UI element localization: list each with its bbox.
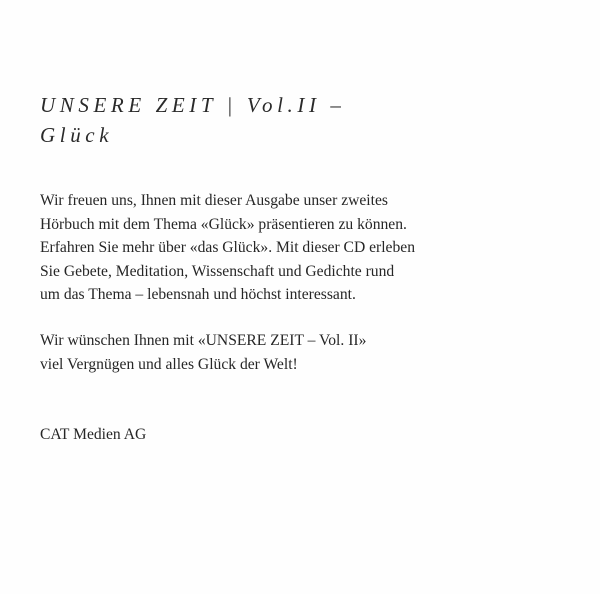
intro-line: um das Thema – lebensnah und höchst interessant. — [40, 286, 356, 303]
publisher-signature: CAT Medien AG — [40, 426, 147, 443]
wishes-line: Wir wünschen Ihnen mit «UNSERE ZEIT – Vol. II» — [40, 332, 367, 349]
title-line-1: UNSERE ZEIT | Vol.II – — [40, 93, 346, 117]
page-title — [40, 90, 560, 150]
intro-line: Hörbuch mit dem Thema «Glück» präsentieren zu können. — [40, 215, 407, 233]
intro-line: Erfahren Sie mehr über «das Glück». Mit dieser CD erleben — [40, 239, 415, 256]
intro-line: Sie Gebete, Meditation, Wissenschaft und Gedichte rund — [40, 262, 395, 280]
wishes-line: viel Vergnügen und alles Glück der Welt! — [40, 355, 298, 373]
title-line-2: Glück — [40, 123, 114, 147]
intro-paragraph — [40, 189, 580, 307]
intro-line: Wir freuen uns, Ihnen mit dieser Ausgabe unser zweites — [40, 192, 388, 209]
wishes-paragraph — [40, 329, 580, 376]
